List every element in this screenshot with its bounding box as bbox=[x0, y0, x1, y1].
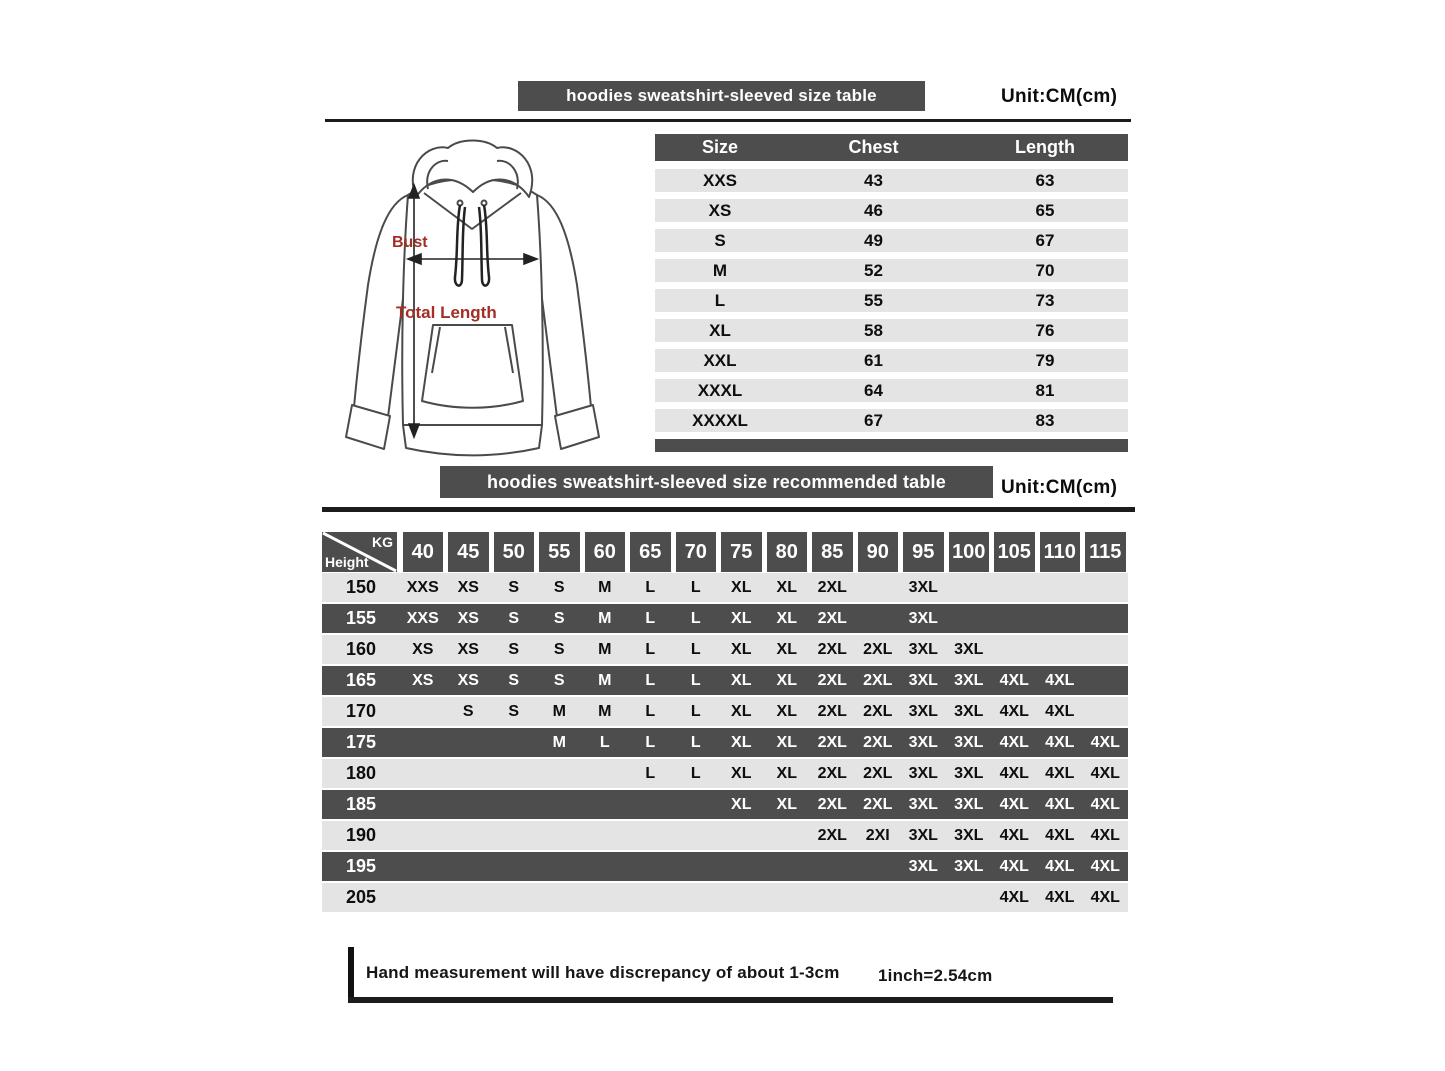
matrix-size-cell: XL bbox=[776, 578, 797, 596]
length-cell: 73 bbox=[1035, 290, 1055, 310]
matrix-size-cell: 2XL bbox=[817, 795, 847, 813]
matrix-size-cell: XL bbox=[776, 764, 797, 782]
matrix-size-cell: 2XL bbox=[863, 764, 893, 782]
weight-header-value: 85 bbox=[812, 532, 853, 572]
matrix-row-155 bbox=[322, 604, 1128, 633]
length-cell: 76 bbox=[1035, 320, 1055, 340]
matrix-size-cell: XL bbox=[731, 764, 752, 782]
weight-header-cell bbox=[719, 532, 765, 572]
matrix-row-205 bbox=[322, 883, 1128, 912]
matrix-size-cell: XXS bbox=[406, 609, 439, 627]
weight-header-value: 105 bbox=[994, 532, 1035, 572]
weight-header-cell bbox=[992, 532, 1038, 572]
height-label: 180 bbox=[345, 763, 377, 783]
matrix-size-cell: 4XL bbox=[1045, 733, 1075, 751]
weight-header-value: 110 bbox=[1040, 532, 1081, 572]
matrix-size-cell: 2XL bbox=[817, 826, 847, 844]
matrix-size-cell: 3XL bbox=[954, 764, 984, 782]
matrix-size-cell: 4XL bbox=[999, 795, 1029, 813]
matrix-size-cell: 3XL bbox=[908, 671, 938, 689]
matrix-size-cell: XL bbox=[776, 702, 797, 720]
matrix-size-cell: S bbox=[553, 640, 565, 658]
hoodie-outline bbox=[346, 141, 599, 456]
size-cell: XXS bbox=[702, 170, 738, 190]
matrix-size-cell: 4XL bbox=[1090, 795, 1120, 813]
matrix-size-cell: 4XL bbox=[999, 733, 1029, 751]
matrix-row-180 bbox=[322, 759, 1128, 788]
top-divider-line bbox=[325, 119, 1131, 122]
matrix-size-cell: 4XL bbox=[1090, 888, 1120, 906]
matrix-size-cell: 3XL bbox=[954, 826, 984, 844]
matrix-size-cell: L bbox=[645, 671, 656, 689]
chest-cell: 67 bbox=[864, 410, 883, 430]
matrix-size-cell: XXS bbox=[406, 578, 439, 596]
chest-cell: 52 bbox=[864, 260, 883, 280]
length-cell: 81 bbox=[1035, 380, 1055, 400]
matrix-row-195 bbox=[322, 852, 1128, 881]
matrix-size-cell: S bbox=[553, 578, 565, 596]
matrix-size-cell: M bbox=[598, 609, 612, 627]
matrix-size-cell: 2XL bbox=[863, 640, 893, 658]
size-table-row bbox=[655, 199, 1128, 222]
matrix-size-cell: S bbox=[553, 609, 565, 627]
length-cell: 83 bbox=[1035, 410, 1055, 430]
unit-label-bottom: Unit:CM(cm) bbox=[1001, 477, 1118, 498]
weight-header-value: 60 bbox=[585, 532, 626, 572]
matrix-size-cell: 4XL bbox=[999, 702, 1029, 720]
matrix-size-cell: 4XL bbox=[1090, 857, 1120, 875]
matrix-size-cell: 3XL bbox=[954, 795, 984, 813]
matrix-size-cell: M bbox=[598, 671, 612, 689]
matrix-size-cell: 3XL bbox=[954, 640, 984, 658]
matrix-size-cell: L bbox=[645, 578, 656, 596]
matrix-size-cell: 2XL bbox=[817, 578, 847, 596]
size-cell: XXXL bbox=[697, 380, 743, 400]
height-label: 175 bbox=[345, 732, 377, 752]
size-table-header-row bbox=[655, 134, 1128, 161]
matrix-size-cell: S bbox=[508, 671, 520, 689]
matrix-size-cell: L bbox=[690, 733, 701, 751]
kg-axis-label: KG bbox=[372, 534, 393, 550]
matrix-size-cell: 3XL bbox=[908, 578, 938, 596]
chest-cell: 64 bbox=[864, 380, 883, 400]
matrix-size-cell: L bbox=[645, 640, 656, 658]
matrix-size-cell: XL bbox=[731, 702, 752, 720]
matrix-size-cell: XS bbox=[457, 640, 479, 658]
matrix-size-cell: 3XL bbox=[908, 764, 938, 782]
weight-header-cell bbox=[1037, 532, 1083, 572]
weight-header-value: 75 bbox=[721, 532, 762, 572]
matrix-size-cell: L bbox=[645, 609, 656, 627]
inch-conversion-note: 1inch=2.54cm bbox=[878, 966, 993, 985]
matrix-size-cell: 2XL bbox=[817, 764, 847, 782]
matrix-size-cell: 4XL bbox=[1090, 733, 1120, 751]
weight-header-cell bbox=[491, 532, 537, 572]
weight-header-value: 55 bbox=[539, 532, 580, 572]
matrix-size-cell: XL bbox=[776, 671, 797, 689]
length-cell: 67 bbox=[1035, 230, 1055, 250]
matrix-size-cell: XL bbox=[776, 795, 797, 813]
chest-cell: 46 bbox=[864, 200, 883, 220]
size-table-row bbox=[655, 409, 1128, 432]
matrix-size-cell: 4XL bbox=[1045, 702, 1075, 720]
recommend-table-title: hoodies sweatshirt-sleeved size recommended table bbox=[487, 471, 946, 492]
height-label: 155 bbox=[345, 608, 377, 628]
recommend-matrix bbox=[322, 532, 1128, 914]
matrix-size-cell: 2XL bbox=[863, 733, 893, 751]
hoodie-sketch bbox=[330, 135, 615, 462]
middle-divider-line bbox=[322, 507, 1135, 512]
total-length-label: Total Length bbox=[396, 303, 497, 322]
matrix-size-cell: XL bbox=[731, 733, 752, 751]
weight-header-value: 115 bbox=[1085, 532, 1126, 572]
matrix-size-cell: 4XL bbox=[999, 671, 1029, 689]
matrix-size-cell: M bbox=[598, 702, 612, 720]
size-table-body bbox=[655, 169, 1128, 432]
size-cell: XXL bbox=[703, 350, 737, 370]
matrix-size-cell: S bbox=[508, 702, 520, 720]
matrix-size-cell: 3XL bbox=[954, 702, 984, 720]
chest-cell: 58 bbox=[864, 320, 883, 340]
matrix-size-cell: 2XL bbox=[817, 640, 847, 658]
chest-column-header: Chest bbox=[848, 137, 899, 157]
matrix-size-cell: S bbox=[508, 609, 520, 627]
size-cell: S bbox=[714, 230, 726, 250]
matrix-size-cell: 3XL bbox=[954, 857, 984, 875]
matrix-row-175 bbox=[322, 728, 1128, 757]
matrix-size-cell: XS bbox=[412, 640, 434, 658]
weight-header-cell bbox=[1083, 532, 1129, 572]
size-table-row bbox=[655, 229, 1128, 252]
matrix-row-165 bbox=[322, 666, 1128, 695]
matrix-size-cell: XS bbox=[412, 671, 434, 689]
height-label: 205 bbox=[345, 887, 377, 907]
matrix-size-cell: XL bbox=[731, 671, 752, 689]
chest-cell: 43 bbox=[864, 170, 883, 190]
matrix-size-cell: 4XL bbox=[1045, 826, 1075, 844]
matrix-size-cell: 3XL bbox=[954, 671, 984, 689]
weight-header-cell bbox=[810, 532, 856, 572]
length-cell: 63 bbox=[1035, 170, 1055, 190]
weight-header-value: 45 bbox=[448, 532, 489, 572]
height-label: 160 bbox=[345, 639, 377, 659]
matrix-size-cell: 4XL bbox=[1090, 764, 1120, 782]
measurement-note: Hand measurement will have discrepancy of about 1-3cm bbox=[366, 963, 840, 982]
size-table bbox=[655, 134, 1128, 452]
height-label: 165 bbox=[345, 670, 377, 690]
matrix-size-cell: XS bbox=[457, 609, 479, 627]
matrix-size-cell: 3XL bbox=[908, 857, 938, 875]
weight-header-cell bbox=[764, 532, 810, 572]
matrix-size-cell: 4XL bbox=[999, 826, 1029, 844]
matrix-size-cell: 2XI bbox=[865, 826, 890, 844]
matrix-size-cell: M bbox=[598, 640, 612, 658]
recommend-table-title-bar bbox=[440, 466, 993, 498]
weight-header-value: 70 bbox=[676, 532, 717, 572]
matrix-size-cell: 2XL bbox=[863, 671, 893, 689]
matrix-size-cell: 3XL bbox=[954, 733, 984, 751]
matrix-size-cell: M bbox=[552, 733, 566, 751]
matrix-size-cell: 4XL bbox=[1045, 795, 1075, 813]
footer-underline bbox=[348, 997, 1113, 1003]
size-cell: XS bbox=[708, 200, 732, 220]
length-column-header: Length bbox=[1015, 137, 1075, 157]
weight-header-cell bbox=[628, 532, 674, 572]
weight-header-value: 100 bbox=[949, 532, 990, 572]
matrix-size-cell: 3XL bbox=[908, 640, 938, 658]
chest-cell: 55 bbox=[864, 290, 883, 310]
weight-header-value: 65 bbox=[630, 532, 671, 572]
matrix-size-cell: L bbox=[690, 671, 701, 689]
matrix-size-cell: 4XL bbox=[999, 857, 1029, 875]
matrix-size-cell: 4XL bbox=[1045, 857, 1075, 875]
hoodie-diagram bbox=[330, 135, 615, 462]
weight-header-cell bbox=[946, 532, 992, 572]
matrix-size-cell: L bbox=[645, 764, 656, 782]
matrix-size-cell: L bbox=[690, 764, 701, 782]
matrix-row-150 bbox=[322, 573, 1128, 602]
height-label: 170 bbox=[345, 701, 377, 721]
size-cell: L bbox=[714, 290, 726, 310]
matrix-size-cell: L bbox=[645, 733, 656, 751]
matrix-row-190 bbox=[322, 821, 1128, 850]
height-label: 190 bbox=[345, 825, 377, 845]
matrix-size-cell: XL bbox=[776, 733, 797, 751]
matrix-size-cell: XL bbox=[731, 640, 752, 658]
matrix-size-cell: 2XL bbox=[817, 733, 847, 751]
matrix-size-cell: S bbox=[508, 640, 520, 658]
matrix-size-cell: XS bbox=[457, 671, 479, 689]
size-table-bottom-bar bbox=[655, 439, 1128, 452]
matrix-size-cell: 4XL bbox=[999, 888, 1029, 906]
matrix-size-cell: XL bbox=[731, 795, 752, 813]
matrix-row-170 bbox=[322, 697, 1128, 726]
matrix-size-cell: 2XL bbox=[817, 609, 847, 627]
matrix-size-cell: L bbox=[599, 733, 610, 751]
matrix-size-cell: 4XL bbox=[999, 764, 1029, 782]
matrix-size-cell: XL bbox=[731, 609, 752, 627]
weight-header-value: 90 bbox=[858, 532, 899, 572]
matrix-size-cell: 2XL bbox=[863, 795, 893, 813]
weight-header-cell bbox=[400, 532, 446, 572]
size-cell: XXXXL bbox=[692, 410, 748, 430]
matrix-size-cell: 4XL bbox=[1045, 764, 1075, 782]
size-table-title-bar bbox=[518, 81, 925, 111]
matrix-size-cell: 3XL bbox=[908, 702, 938, 720]
height-label: 185 bbox=[345, 794, 377, 814]
matrix-size-cell: 4XL bbox=[1045, 888, 1075, 906]
size-table-row bbox=[655, 349, 1128, 372]
matrix-size-cell: L bbox=[690, 609, 701, 627]
height-axis-label: Height bbox=[325, 554, 369, 570]
matrix-size-cell: S bbox=[553, 671, 565, 689]
size-table-row bbox=[655, 319, 1128, 342]
matrix-row-185 bbox=[322, 790, 1128, 819]
matrix-size-cell: 4XL bbox=[1090, 826, 1120, 844]
matrix-size-cell: 2XL bbox=[817, 671, 847, 689]
weight-header-cell bbox=[901, 532, 947, 572]
height-label: 195 bbox=[345, 856, 377, 876]
matrix-size-cell: M bbox=[552, 702, 566, 720]
weight-header-cell bbox=[537, 532, 583, 572]
matrix-size-cell: XL bbox=[731, 578, 752, 596]
weight-header-row bbox=[322, 532, 1128, 572]
matrix-size-cell: 2XL bbox=[817, 702, 847, 720]
matrix-size-cell: 3XL bbox=[908, 733, 938, 751]
size-cell: XL bbox=[709, 320, 731, 340]
matrix-size-cell: 3XL bbox=[908, 609, 938, 627]
matrix-size-cell: L bbox=[690, 640, 701, 658]
weight-header-value: 40 bbox=[403, 532, 444, 572]
matrix-size-cell: S bbox=[508, 578, 520, 596]
matrix-row-160 bbox=[322, 635, 1128, 664]
weight-header-value: 80 bbox=[767, 532, 808, 572]
bust-label: Bust bbox=[392, 234, 428, 251]
length-cell: 79 bbox=[1035, 350, 1055, 370]
unit-label-top: Unit:CM(cm) bbox=[1001, 86, 1118, 107]
matrix-body bbox=[322, 573, 1128, 912]
weight-header-cell bbox=[855, 532, 901, 572]
chest-cell: 49 bbox=[864, 230, 883, 250]
matrix-size-cell: XS bbox=[457, 578, 479, 596]
matrix-size-cell: S bbox=[462, 702, 474, 720]
chest-cell: 61 bbox=[864, 350, 883, 370]
weight-header-value: 95 bbox=[903, 532, 944, 572]
matrix-corner-cell bbox=[322, 532, 397, 572]
matrix-size-cell: 4XL bbox=[1045, 671, 1075, 689]
matrix-size-cell: XL bbox=[776, 609, 797, 627]
size-table-row bbox=[655, 379, 1128, 402]
matrix-size-cell: 3XL bbox=[908, 826, 938, 844]
length-cell: 65 bbox=[1035, 200, 1055, 220]
matrix-size-cell: 2XL bbox=[863, 702, 893, 720]
weight-header-value: 50 bbox=[494, 532, 535, 572]
matrix-size-cell: XL bbox=[776, 640, 797, 658]
height-label: 150 bbox=[345, 577, 377, 597]
size-cell: M bbox=[712, 260, 728, 280]
size-column-header: Size bbox=[701, 137, 739, 157]
matrix-size-cell: M bbox=[598, 578, 612, 596]
footer-left-bar bbox=[348, 947, 354, 997]
weight-header-cell bbox=[673, 532, 719, 572]
matrix-size-cell: L bbox=[690, 702, 701, 720]
weight-header-cell bbox=[446, 532, 492, 572]
size-table-row bbox=[655, 289, 1128, 312]
length-cell: 70 bbox=[1035, 260, 1055, 280]
weight-header-cell bbox=[582, 532, 628, 572]
size-table-title: hoodies sweatshirt-sleeved size table bbox=[566, 86, 877, 105]
size-table-row bbox=[655, 259, 1128, 282]
size-table-row bbox=[655, 169, 1128, 192]
matrix-size-cell: 3XL bbox=[908, 795, 938, 813]
matrix-size-cell: L bbox=[690, 578, 701, 596]
matrix-size-cell: L bbox=[645, 702, 656, 720]
